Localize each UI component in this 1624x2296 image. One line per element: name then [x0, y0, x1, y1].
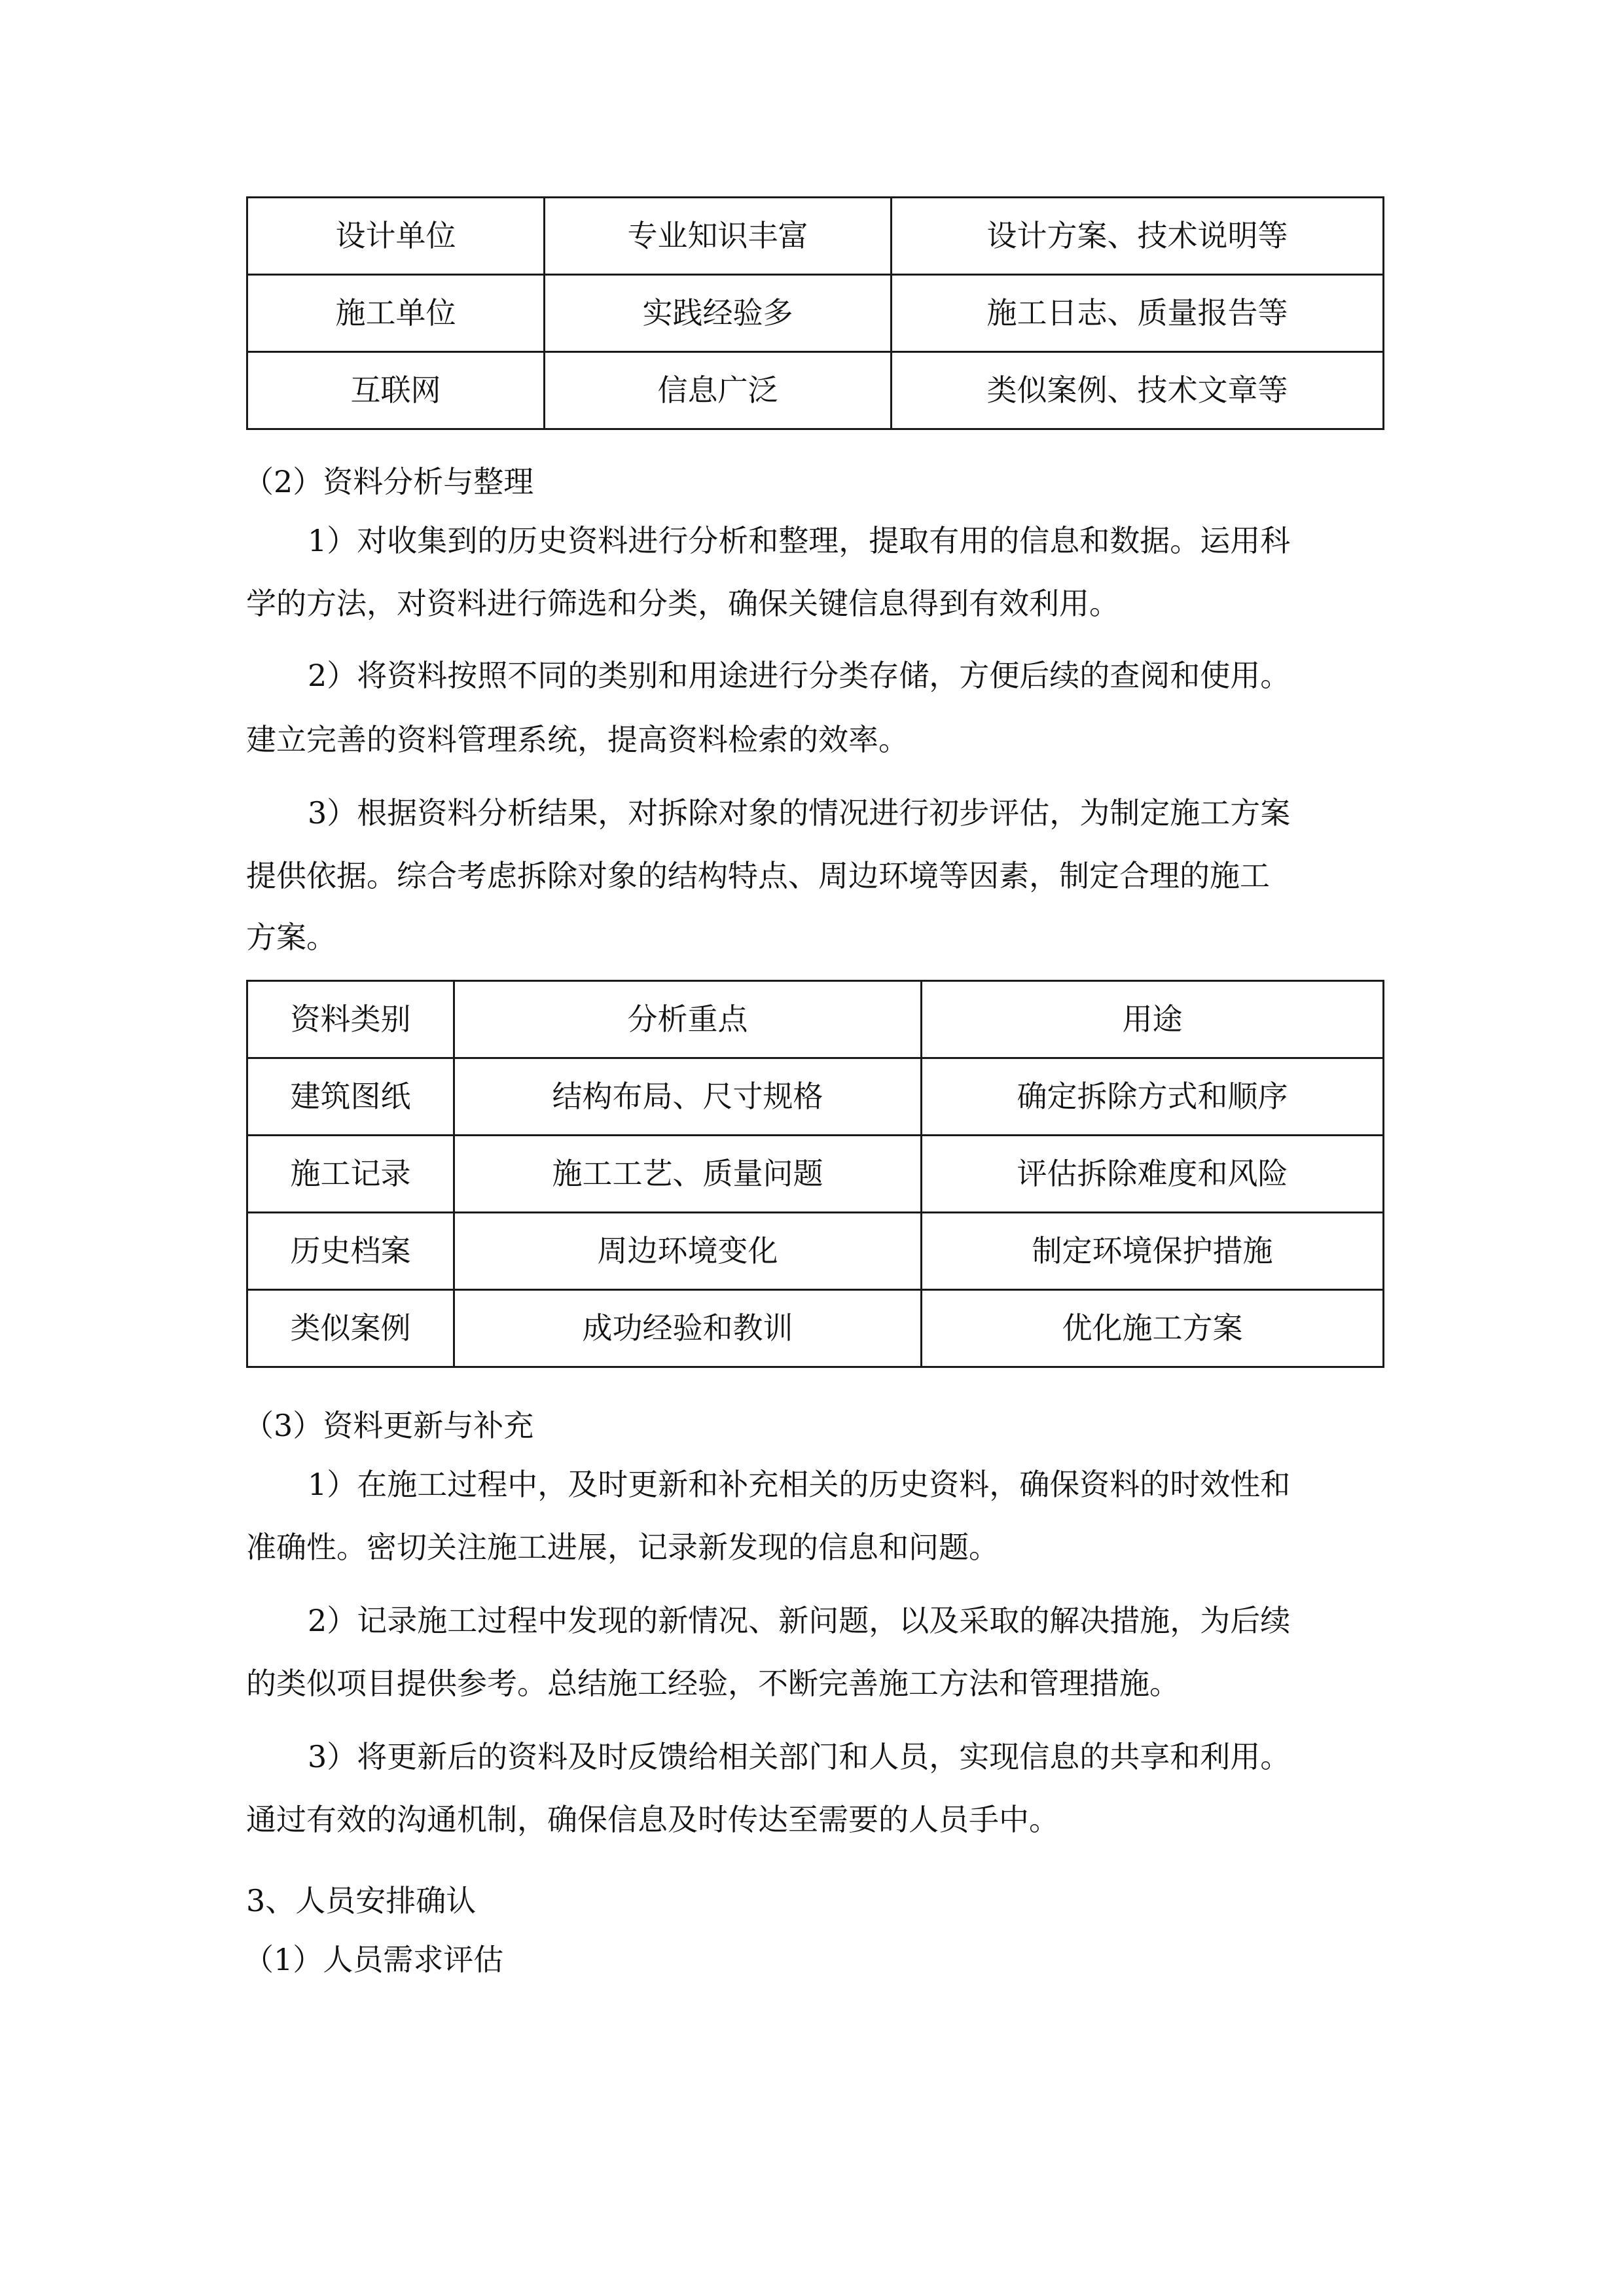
table-row [247, 352, 1384, 429]
table-row [247, 1136, 1384, 1213]
table-row [247, 275, 1384, 352]
column-header: 用途 [922, 981, 1384, 1058]
section-heading: （3）资料更新与补充 [244, 1408, 534, 1443]
table-cell: 确定拆除方式和顺序 [922, 1058, 1384, 1136]
table-cell: 成功经验和教训 [454, 1290, 922, 1367]
table-cell: 施工单位 [247, 275, 545, 352]
chapter-heading: 3、人员安排确认 [246, 1883, 477, 1918]
table-cell: 结构布局、尺寸规格 [454, 1058, 922, 1136]
table-row [247, 1290, 1384, 1367]
table-cell: 设计方案、技术说明等 [892, 198, 1384, 275]
table-cell: 互联网 [247, 352, 545, 429]
table-cell: 评估拆除难度和风险 [922, 1136, 1384, 1213]
paragraph-line: 准确性。密切关注施工进展，记录新发现的信息和问题。 [246, 1530, 999, 1565]
paragraph-line: 建立完善的资料管理系统，提高资料检索的效率。 [246, 722, 909, 757]
column-header: 资料类别 [247, 981, 454, 1058]
table-cell: 实践经验多 [545, 275, 892, 352]
table-cell: 周边环境变化 [454, 1213, 922, 1290]
paragraph-line: 3）将更新后的资料及时反馈给相关部门和人员，实现信息的共享和利用。 [308, 1739, 1291, 1774]
table-cell: 信息广泛 [545, 352, 892, 429]
table-cell: 类似案例、技术文章等 [892, 352, 1384, 429]
table-row [247, 1213, 1384, 1290]
paragraph-line: 的类似项目提供参考。总结施工经验，不断完善施工方法和管理措施。 [246, 1666, 1180, 1701]
paragraph-line: 通过有效的沟通机制，确保信息及时传达至需要的人员手中。 [246, 1802, 1059, 1837]
section-heading: （2）资料分析与整理 [244, 464, 534, 499]
table-cell: 历史档案 [247, 1213, 454, 1290]
table-cell: 施工记录 [247, 1136, 454, 1213]
table-cell: 类似案例 [247, 1290, 454, 1367]
info-source-table [246, 196, 1384, 430]
table-row [247, 198, 1384, 275]
analysis-table [246, 980, 1384, 1368]
paragraph-line: 2）将资料按照不同的类别和用途进行分类存储，方便后续的查阅和使用。 [308, 658, 1291, 693]
table-cell: 设计单位 [247, 198, 545, 275]
paragraph-line: 2）记录施工过程中发现的新情况、新问题，以及采取的解决措施，为后续 [308, 1603, 1291, 1638]
paragraph-line: 提供依据。综合考虑拆除对象的结构特点、周边环境等因素，制定合理的施工 [246, 858, 1270, 893]
table-cell: 施工日志、质量报告等 [892, 275, 1384, 352]
paragraph-line: 1）在施工过程中，及时更新和补充相关的历史资料，确保资料的时效性和 [308, 1467, 1291, 1502]
table-cell: 制定环境保护措施 [922, 1213, 1384, 1290]
table-header-row [247, 981, 1384, 1058]
paragraph-line: 1）对收集到的历史资料进行分析和整理，提取有用的信息和数据。运用科 [308, 523, 1291, 558]
section-heading: （1）人员需求评估 [244, 1942, 504, 1977]
table-row [247, 1058, 1384, 1136]
table-cell: 优化施工方案 [922, 1290, 1384, 1367]
paragraph-line: 方案。 [246, 920, 336, 955]
paragraph-line: 3）根据资料分析结果，对拆除对象的情况进行初步评估，为制定施工方案 [308, 795, 1291, 831]
table-cell: 专业知识丰富 [545, 198, 892, 275]
table-cell: 施工工艺、质量问题 [454, 1136, 922, 1213]
paragraph-line: 学的方法，对资料进行筛选和分类，确保关键信息得到有效利用。 [246, 586, 1119, 621]
table-cell: 建筑图纸 [247, 1058, 454, 1136]
column-header: 分析重点 [454, 981, 922, 1058]
